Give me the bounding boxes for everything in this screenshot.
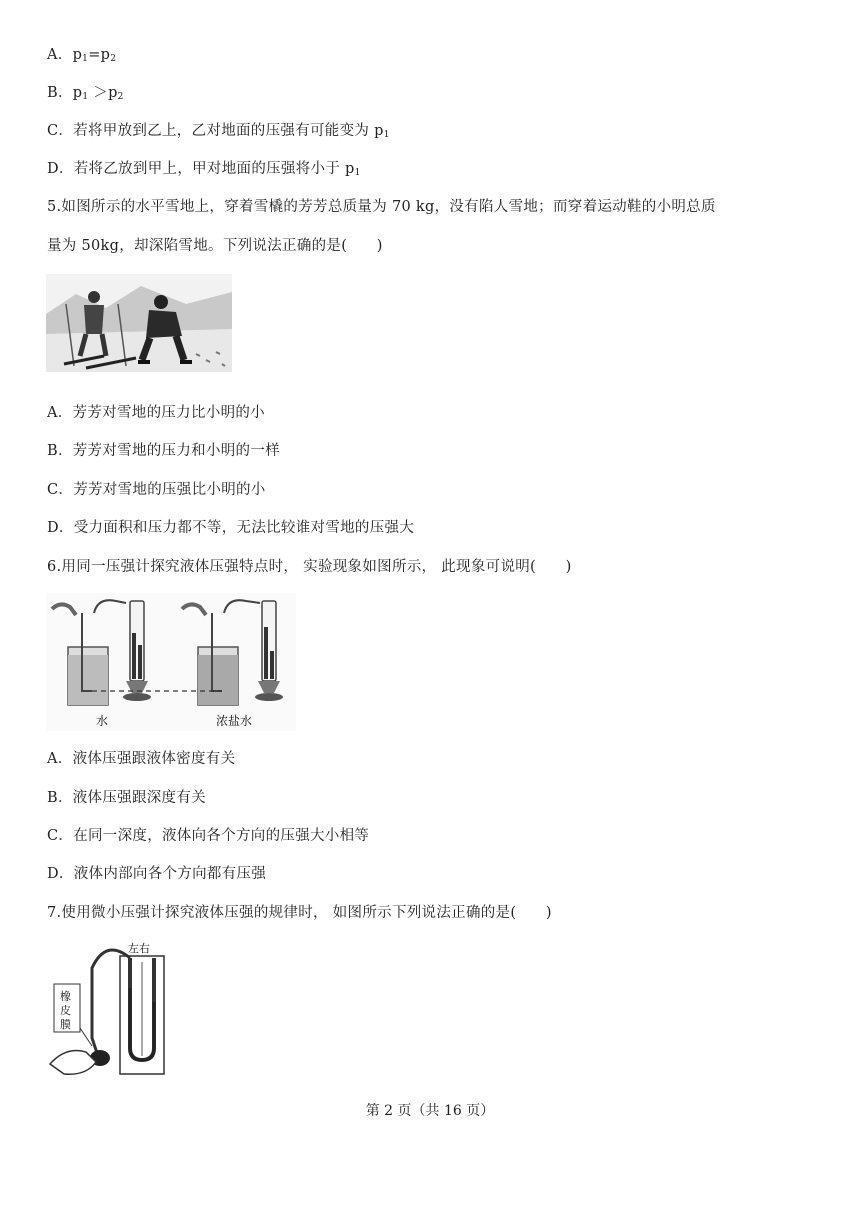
q6-label-water: 水: [96, 714, 109, 728]
q5-option-b: B．芳芳对雪地的压力和小明的一样: [47, 443, 280, 459]
q7-label-membrane-1: 橡: [60, 990, 71, 1003]
q6-option-a: A．液体压强跟液体密度有关: [47, 751, 236, 767]
q5-option-c: C．芳芳对雪地的压强比小明的小: [47, 482, 266, 498]
q6-pressure-gauge-figure: [46, 593, 296, 731]
q4-option-d: D．若将乙放到甲上，甲对地面的压强将小于 $p_1$: [47, 161, 361, 178]
q5-option-a: A．芳芳对雪地的压力比小明的小: [47, 405, 265, 421]
q7-label-membrane-3: 膜: [60, 1018, 71, 1031]
q6-stem: 6.用同一压强计探究液体压强特点时， 实验现象如图所示， 此现象可说明( ): [47, 559, 572, 575]
q6-option-c: C．在同一深度，液体向各个方向的压强大小相等: [47, 828, 370, 844]
q5-stem-line2: 量为 50kg，却深陷雪地。下列说法正确的是( ): [47, 238, 383, 254]
q6-option-d: D．液体内部向各个方向都有压强: [47, 866, 267, 882]
q5-skiing-figure: [46, 274, 232, 372]
q5-option-d: D．受力面积和压力都不等，无法比较谁对雪地的压强大: [47, 520, 415, 536]
q6-label-brine: 浓盐水: [216, 714, 253, 728]
q7-stem: 7.使用微小压强计探究液体压强的规律时， 如图所示下列说法正确的是( ): [47, 905, 552, 921]
q4-option-a: A．$p_1=p_2$: [47, 47, 117, 64]
q7-u-tube-figure: [46, 938, 176, 1080]
q5-stem-line1: 5.如图所示的水平雪地上，穿着雪橇的芳芳总质量为 70 kg，没有陷人雪地；而穿着运动鞋的小明总质: [47, 199, 716, 215]
q4-option-b: B．$p_1 >p_2$: [47, 85, 124, 102]
page-footer: 第 2 页（共 16 页）: [365, 1103, 495, 1119]
q4-option-c: C．若将甲放到乙上，乙对地面的压强有可能变为 $p_1$: [47, 123, 390, 140]
q6-option-b: B．液体压强跟深度有关: [47, 790, 206, 806]
q7-label-membrane-2: 皮: [60, 1004, 71, 1017]
q7-label-left-right: 左右: [128, 942, 150, 955]
